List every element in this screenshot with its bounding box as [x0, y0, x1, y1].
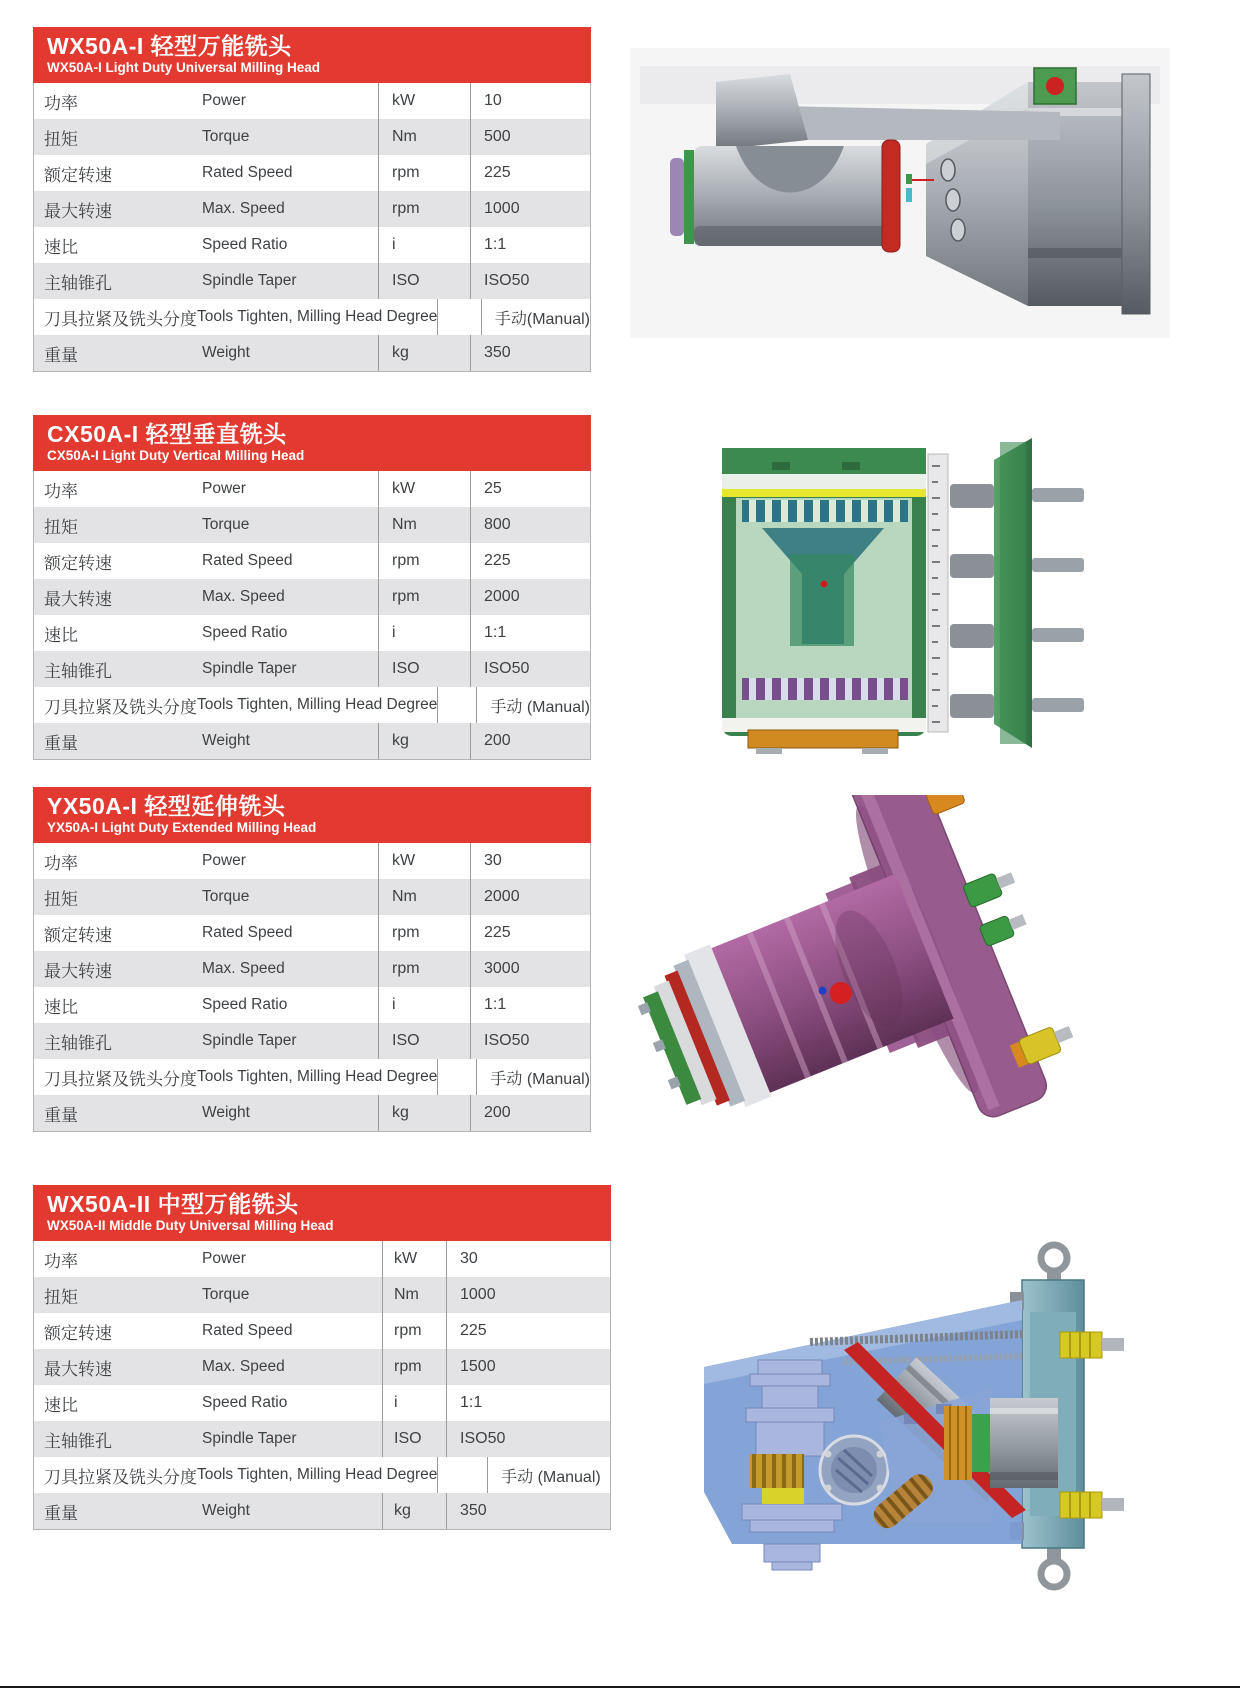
table-row — [34, 1277, 610, 1313]
spec-value: 225 — [470, 915, 590, 951]
table-row — [34, 227, 590, 263]
table-header — [33, 1185, 611, 1241]
spec-label-cn: 重量 — [44, 1503, 78, 1523]
spec-label-cn: 速比 — [44, 1395, 78, 1415]
table-row — [34, 843, 590, 879]
table-row — [34, 191, 590, 227]
spec-unit: Nm — [378, 879, 470, 915]
spec-value: ISO50 — [470, 1023, 590, 1059]
table-row — [34, 119, 590, 155]
spec-unit: rpm — [382, 1313, 446, 1349]
table-header — [33, 27, 591, 83]
spec-label-cn: 额定转速 — [44, 165, 112, 185]
spec-label-en: Torque — [202, 1286, 250, 1303]
table-row — [34, 687, 590, 723]
table-body — [33, 471, 591, 760]
spec-unit: kW — [378, 471, 470, 507]
spec-label-en: Tools Tighten, Milling Head Degree — [197, 308, 438, 325]
spec-label-cn: 刀具拉紧及铣头分度 — [44, 309, 197, 329]
table-row — [34, 299, 590, 335]
spec-unit — [437, 687, 476, 723]
spec-label-en: Weight — [202, 344, 250, 361]
table-row — [34, 951, 590, 987]
spec-value: 2000 — [470, 879, 590, 915]
spec-unit: rpm — [378, 579, 470, 615]
table-row — [34, 1421, 610, 1457]
spec-value: 3000 — [470, 951, 590, 987]
spec-table-wx50a-i — [33, 27, 591, 372]
spec-label-cn: 刀具拉紧及铣头分度 — [44, 1467, 197, 1487]
spec-label-en: Max. Speed — [202, 588, 285, 605]
spec-label-en: Tools Tighten, Milling Head Degree — [197, 696, 438, 713]
spec-unit: rpm — [382, 1349, 446, 1385]
product-title-cn: CX50A-I 轻型垂直铣头 — [47, 421, 287, 447]
spec-value: 200 — [470, 1095, 590, 1131]
spec-label-en: Max. Speed — [202, 1358, 285, 1375]
spec-label-en: Torque — [202, 128, 250, 145]
spec-value: 30 — [470, 843, 590, 879]
spec-unit — [437, 299, 480, 335]
spec-label-cn: 重量 — [44, 345, 78, 365]
spec-label-en: Rated Speed — [202, 552, 293, 569]
spec-label-cn: 主轴锥孔 — [44, 273, 112, 293]
spec-label-en: Spindle Taper — [202, 660, 297, 677]
spec-table-yx50a-i — [33, 787, 591, 1132]
table-row — [34, 1241, 610, 1277]
spec-label-cn: 最大转速 — [44, 1359, 112, 1379]
spec-value: 1:1 — [470, 987, 590, 1023]
spec-label-cn: 主轴锥孔 — [44, 1431, 112, 1451]
spec-unit: kW — [378, 83, 470, 119]
spec-label-en: Speed Ratio — [202, 996, 288, 1013]
spec-label-en: Speed Ratio — [202, 624, 288, 641]
spec-value: 225 — [446, 1313, 610, 1349]
spec-label-cn: 扭矩 — [44, 517, 78, 537]
spec-label-en: Weight — [202, 1104, 250, 1121]
spec-unit: kg — [378, 723, 470, 759]
product-render-cx50a-i-vertical-head — [692, 432, 1092, 754]
spec-label-cn: 功率 — [44, 1251, 78, 1271]
spec-value: 手动 (Manual) — [487, 1457, 610, 1493]
spec-value: 1:1 — [470, 615, 590, 651]
spec-label-en: Power — [202, 852, 246, 869]
table-header — [33, 787, 591, 843]
table-row — [34, 915, 590, 951]
product-render-wx50a-i-universal-head — [630, 48, 1170, 338]
table-row — [34, 155, 590, 191]
spec-unit: ISO — [378, 263, 470, 299]
spec-unit: rpm — [378, 915, 470, 951]
table-row — [34, 879, 590, 915]
table-row — [34, 1493, 610, 1529]
table-row — [34, 615, 590, 651]
spec-value: 225 — [470, 543, 590, 579]
spec-unit: kg — [378, 335, 470, 371]
product-title-cn: WX50A-I 轻型万能铣头 — [47, 33, 292, 59]
table-row — [34, 1349, 610, 1385]
spec-label-cn: 功率 — [44, 93, 78, 113]
spec-value: 手动(Manual) — [481, 299, 590, 335]
spec-label-cn: 重量 — [44, 733, 78, 753]
spec-label-en: Weight — [202, 1502, 250, 1519]
spec-value: 1000 — [470, 191, 590, 227]
spec-unit: kW — [382, 1241, 446, 1277]
spec-label-en: Spindle Taper — [202, 272, 297, 289]
spec-label-cn: 功率 — [44, 481, 78, 501]
spec-label-en: Weight — [202, 732, 250, 749]
spec-unit — [437, 1457, 487, 1493]
spec-unit: rpm — [378, 543, 470, 579]
table-row — [34, 1059, 590, 1095]
spec-value: 1:1 — [446, 1385, 610, 1421]
spec-label-en: Torque — [202, 888, 250, 905]
spec-label-cn: 最大转速 — [44, 201, 112, 221]
table-row — [34, 471, 590, 507]
product-title-en: CX50A-I Light Duty Vertical Milling Head — [47, 448, 305, 463]
table-row — [34, 987, 590, 1023]
product-title-cn: WX50A-II 中型万能铣头 — [47, 1191, 299, 1217]
spec-label-en: Rated Speed — [202, 924, 293, 941]
product-render-wx50a-ii-universal-head — [692, 1192, 1137, 1597]
spec-value: 手动 (Manual) — [476, 1059, 590, 1095]
spec-value: 1000 — [446, 1277, 610, 1313]
table-row — [34, 1385, 610, 1421]
table-row — [34, 507, 590, 543]
spec-label-en: Tools Tighten, Milling Head Degree — [197, 1466, 438, 1483]
spec-unit: rpm — [378, 191, 470, 227]
spec-label-en: Max. Speed — [202, 200, 285, 217]
table-body — [33, 83, 591, 372]
spec-value: 350 — [470, 335, 590, 371]
spec-label-cn: 重量 — [44, 1105, 78, 1125]
spec-table-cx50a-i — [33, 415, 591, 760]
table-body — [33, 843, 591, 1132]
product-render-yx50a-i-extended-head — [618, 795, 1098, 1150]
spec-value: 手动 (Manual) — [476, 687, 590, 723]
product-title-cn: YX50A-I 轻型延伸铣头 — [47, 793, 286, 819]
spec-value: 200 — [470, 723, 590, 759]
spec-unit: rpm — [378, 155, 470, 191]
spec-label-en: Power — [202, 92, 246, 109]
spec-label-en: Power — [202, 480, 246, 497]
spec-label-en: Speed Ratio — [202, 236, 288, 253]
spec-value: 10 — [470, 83, 590, 119]
spec-label-en: Torque — [202, 516, 250, 533]
spec-unit: ISO — [382, 1421, 446, 1457]
spec-unit — [437, 1059, 476, 1095]
spec-unit: i — [378, 227, 470, 263]
table-header — [33, 415, 591, 471]
spec-value: 2000 — [470, 579, 590, 615]
table-row — [34, 579, 590, 615]
spec-unit: Nm — [382, 1277, 446, 1313]
spec-unit: i — [378, 615, 470, 651]
product-title-en: WX50A-II Middle Duty Universal Milling Head — [47, 1218, 334, 1233]
spec-label-cn: 功率 — [44, 853, 78, 873]
spec-label-cn: 主轴锥孔 — [44, 1033, 112, 1053]
table-row — [34, 651, 590, 687]
spec-label-cn: 额定转速 — [44, 553, 112, 573]
table-row — [34, 543, 590, 579]
spec-label-cn: 扭矩 — [44, 889, 78, 909]
spec-label-cn: 刀具拉紧及铣头分度 — [44, 1069, 197, 1089]
spec-unit: rpm — [378, 951, 470, 987]
spec-value: 800 — [470, 507, 590, 543]
spec-unit: Nm — [378, 119, 470, 155]
spec-value: 350 — [446, 1493, 610, 1529]
spec-label-cn: 最大转速 — [44, 961, 112, 981]
spec-value: 30 — [446, 1241, 610, 1277]
spec-label-en: Tools Tighten, Milling Head Degree — [197, 1068, 438, 1085]
spec-label-cn: 速比 — [44, 997, 78, 1017]
spec-unit: kW — [378, 843, 470, 879]
table-row — [34, 1313, 610, 1349]
spec-value: ISO50 — [470, 651, 590, 687]
spec-label-cn: 最大转速 — [44, 589, 112, 609]
table-row — [34, 263, 590, 299]
spec-label-cn: 速比 — [44, 625, 78, 645]
product-title-en: WX50A-I Light Duty Universal Milling Head — [47, 60, 321, 75]
table-row — [34, 83, 590, 119]
spec-unit: ISO — [378, 651, 470, 687]
spec-label-en: Rated Speed — [202, 1322, 293, 1339]
spec-unit: Nm — [378, 507, 470, 543]
spec-value: 25 — [470, 471, 590, 507]
table-row — [34, 1457, 610, 1493]
spec-label-en: Rated Speed — [202, 164, 293, 181]
spec-label-en: Speed Ratio — [202, 1394, 288, 1411]
spec-label-cn: 扭矩 — [44, 129, 78, 149]
spec-label-en: Power — [202, 1250, 246, 1267]
spec-value: 1500 — [446, 1349, 610, 1385]
spec-label-cn: 刀具拉紧及铣头分度 — [44, 697, 197, 717]
spec-label-cn: 额定转速 — [44, 925, 112, 945]
spec-unit: i — [382, 1385, 446, 1421]
table-row — [34, 1023, 590, 1059]
table-row — [34, 723, 590, 759]
spec-label-en: Max. Speed — [202, 960, 285, 977]
table-row — [34, 1095, 590, 1131]
spec-value: ISO50 — [470, 263, 590, 299]
spec-label-cn: 额定转速 — [44, 1323, 112, 1343]
spec-unit: kg — [382, 1493, 446, 1529]
table-body — [33, 1241, 611, 1530]
spec-label-cn: 扭矩 — [44, 1287, 78, 1307]
table-row — [34, 335, 590, 371]
spec-unit: kg — [378, 1095, 470, 1131]
spec-value: 500 — [470, 119, 590, 155]
spec-label-cn: 速比 — [44, 237, 78, 257]
spec-value: 225 — [470, 155, 590, 191]
spec-value: ISO50 — [446, 1421, 610, 1457]
spec-unit: i — [378, 987, 470, 1023]
spec-unit: ISO — [378, 1023, 470, 1059]
product-title-en: YX50A-I Light Duty Extended Milling Head — [47, 820, 317, 835]
spec-table-wx50a-ii — [33, 1185, 611, 1530]
spec-label-en: Spindle Taper — [202, 1430, 297, 1447]
spec-label-cn: 主轴锥孔 — [44, 661, 112, 681]
spec-label-en: Spindle Taper — [202, 1032, 297, 1049]
spec-value: 1:1 — [470, 227, 590, 263]
